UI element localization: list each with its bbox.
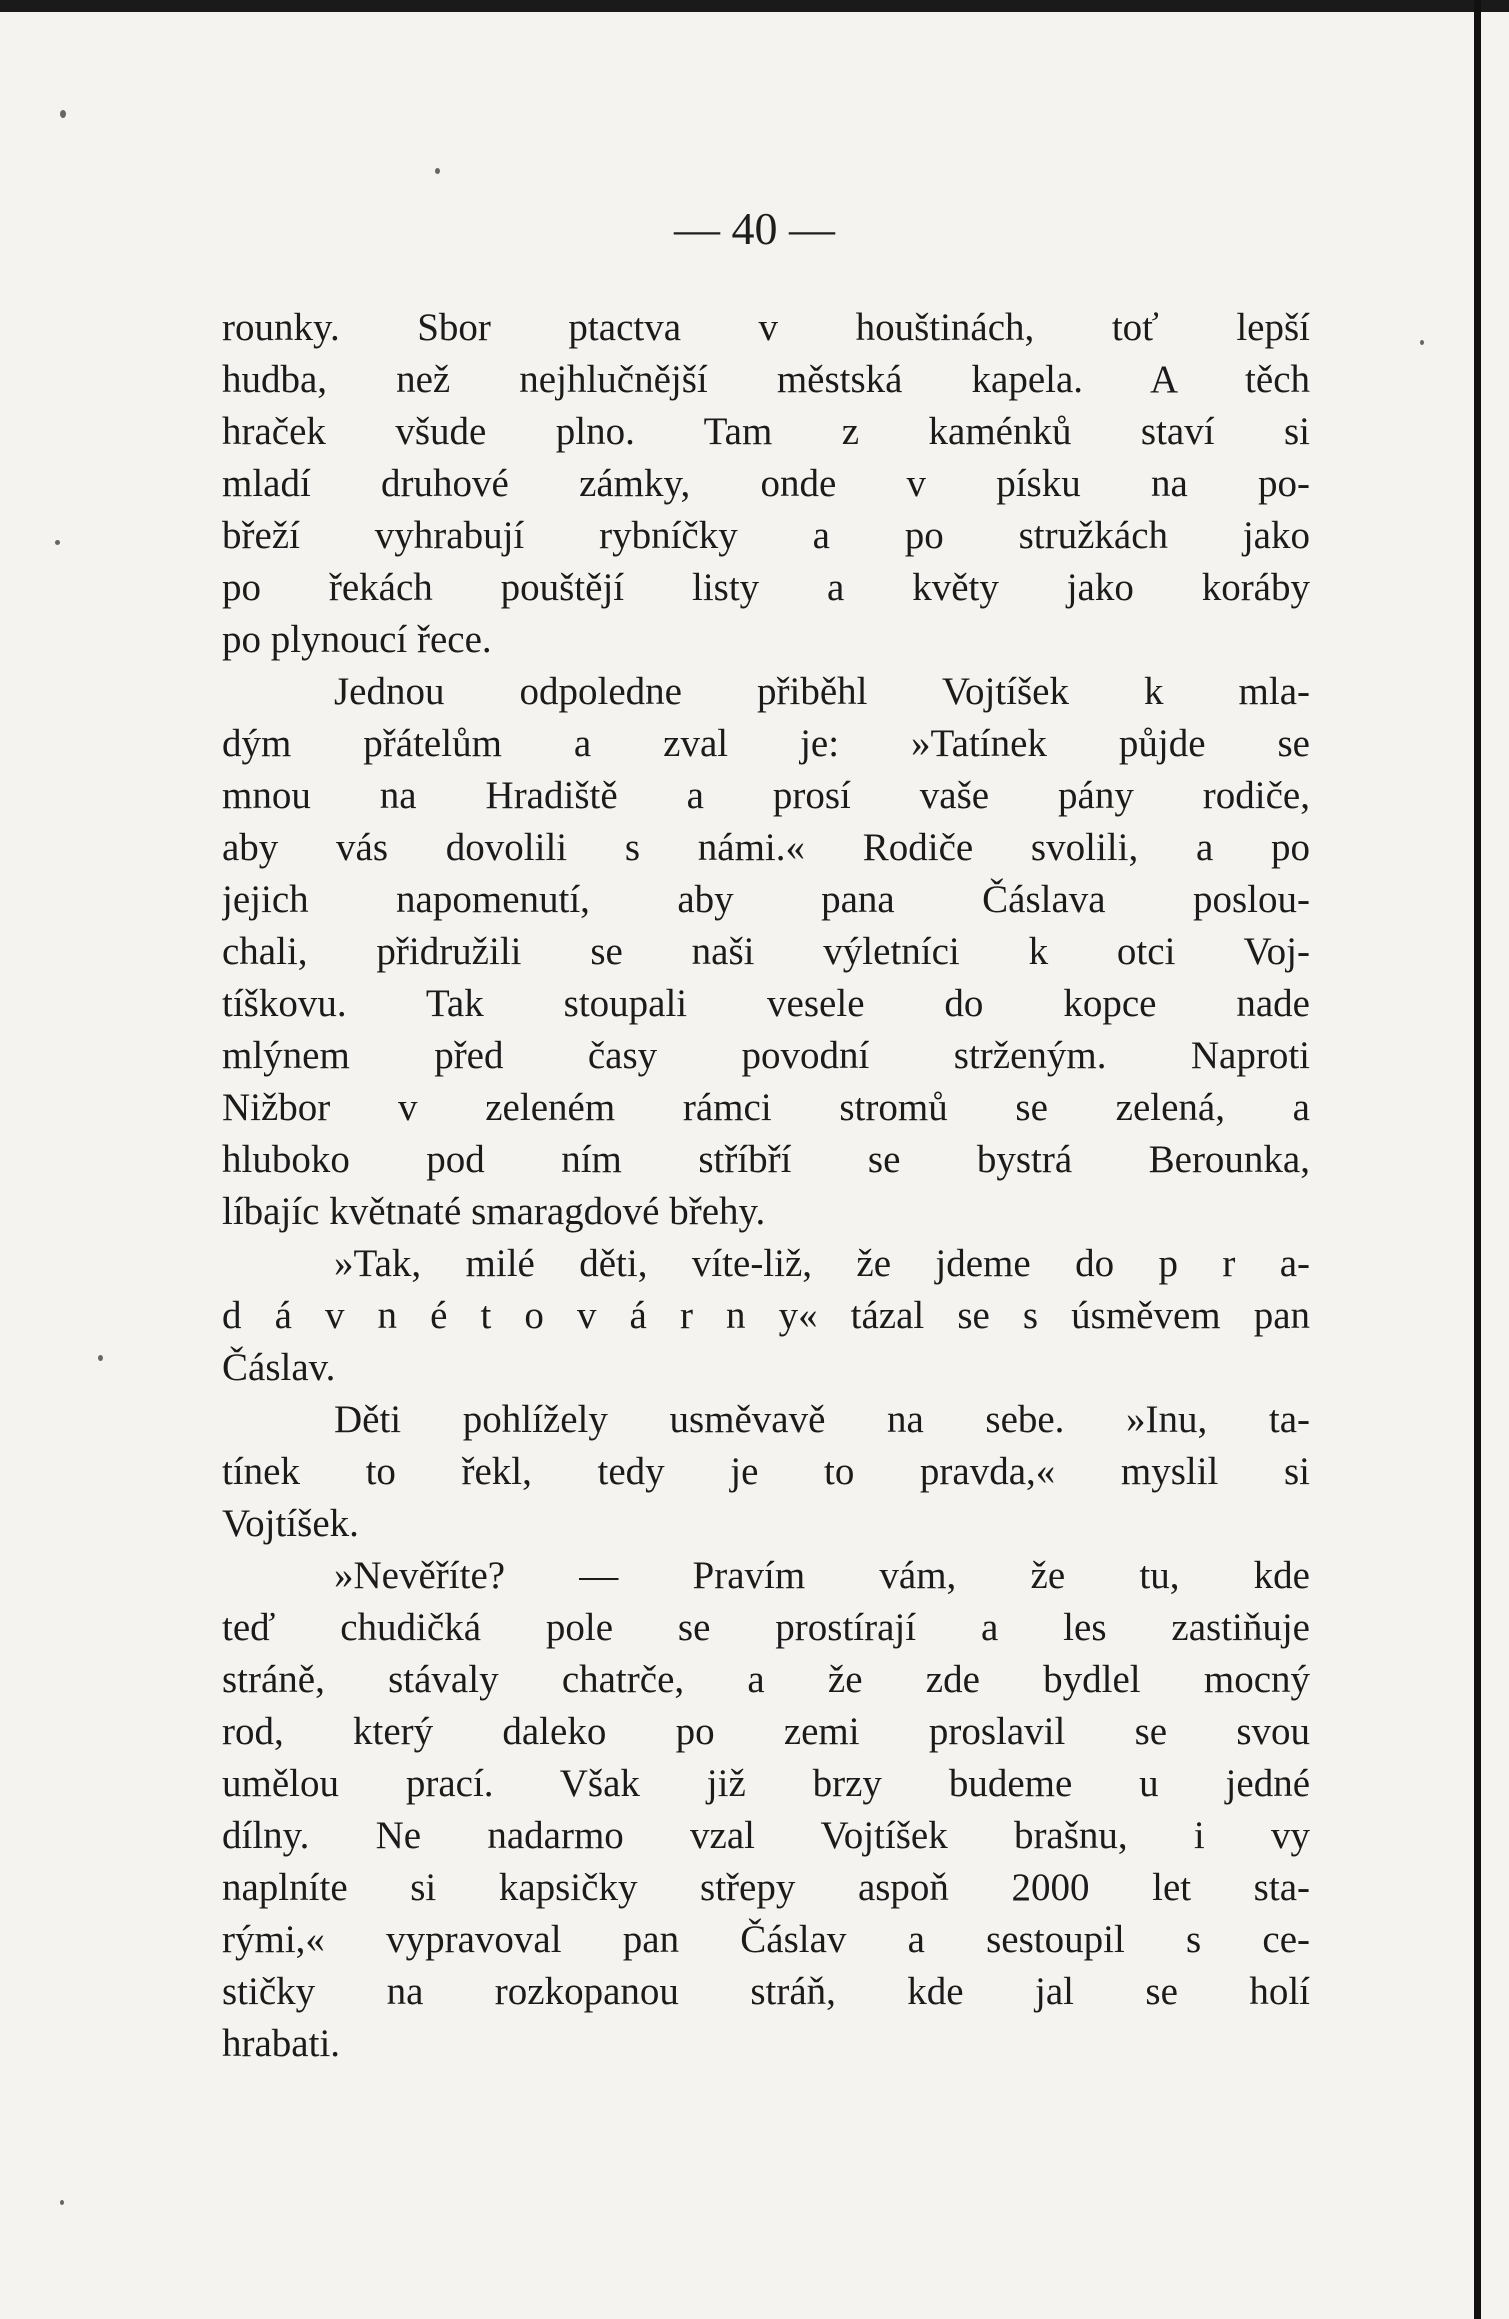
text-line: dílny. Ne nadarmo vzal Vojtíšek brašnu, i vy — [222, 1814, 1310, 1857]
text-line: hraček všude plno. Tam z kaménků staví si — [222, 410, 1310, 453]
text-line: chali, přidružili se naši výletníci k otci Voj- — [222, 930, 1310, 973]
scan-edge-top — [0, 0, 1509, 12]
text-line: rounky. Sbor ptactva v houštinách, toť lepší — [222, 306, 1310, 349]
text-line: Děti pohlížely usměvavě na sebe. »Inu, ta- — [334, 1398, 1310, 1441]
text-line: »Nevěříte? — Pravím vám, že tu, kde — [334, 1554, 1310, 1597]
scan-speck — [435, 168, 440, 174]
scan-speck — [60, 110, 66, 118]
text-line: hudba, než nejhlučnější městská kapela. A těch — [222, 358, 1310, 401]
text-line: Vojtíšek. — [222, 1502, 359, 1545]
text-line: Jednou odpoledne přiběhl Vojtíšek k mla- — [334, 670, 1310, 713]
text-line: stičky na rozkopanou stráň, kde jal se holí — [222, 1970, 1310, 2013]
text-line: d á v n é t o v á r n y« tázal se s úsměvem pan — [222, 1294, 1310, 1337]
text-line: hrabati. — [222, 2022, 341, 2065]
scan-speck — [98, 1355, 103, 1361]
text-line: líbajíc květnaté smaragdové břehy. — [222, 1190, 766, 1233]
text-line: dým přátelům a zval je: »Tatínek půjde se — [222, 722, 1310, 765]
text-line: mladí druhové zámky, onde v písku na po- — [222, 462, 1310, 505]
text-line: teď chudičká pole se prostírají a les zastiňuje — [222, 1606, 1310, 1649]
text-line: mnou na Hradiště a prosí vaše pány rodiče, — [222, 774, 1310, 817]
page-number: — 40 — — [674, 203, 835, 254]
text-line: naplníte si kapsičky střepy aspoň 2000 let sta- — [222, 1866, 1310, 1909]
text-line: hluboko pod ním stříbří se bystrá Berounka, — [222, 1138, 1310, 1181]
text-line: aby vás dovolili s námi.« Rodiče svolili, a po — [222, 826, 1310, 869]
text-line: Čáslav. — [222, 1346, 336, 1389]
scan-speck — [1420, 340, 1424, 345]
text-line: tíškovu. Tak stoupali vesele do kopce nade — [222, 982, 1310, 1025]
scan-edge-right — [1474, 0, 1481, 2319]
text-line: umělou prací. Však již brzy budeme u jedné — [222, 1762, 1310, 1805]
text-line: po plynoucí řece. — [222, 618, 492, 661]
text-line: Nižbor v zeleném rámci stromů se zelená, a — [222, 1086, 1310, 1129]
text-line: břeží vyhrabují rybníčky a po stružkách jako — [222, 514, 1310, 557]
text-line: rod, který daleko po zemi proslavil se svou — [222, 1710, 1310, 1753]
text-line: po řekách pouštějí listy a květy jako koráby — [222, 566, 1310, 609]
text-line: stráně, stávaly chatrče, a že zde bydlel mocný — [222, 1658, 1310, 1701]
text-line: tínek to řekl, tedy je to pravda,« myslil si — [222, 1450, 1310, 1493]
text-line: rými,« vypravoval pan Čáslav a sestoupil s ce- — [222, 1918, 1310, 1961]
text-line: jejich napomenutí, aby pana Čáslava poslou- — [222, 878, 1310, 921]
scan-speck — [55, 540, 60, 545]
text-line: »Tak, milé děti, víte-liž, že jdeme do p r a- — [334, 1242, 1310, 1285]
text-line: mlýnem před časy povodní strženým. Naproti — [222, 1034, 1310, 1077]
scan-speck — [60, 2200, 64, 2205]
body-text — [222, 302, 1310, 2070]
